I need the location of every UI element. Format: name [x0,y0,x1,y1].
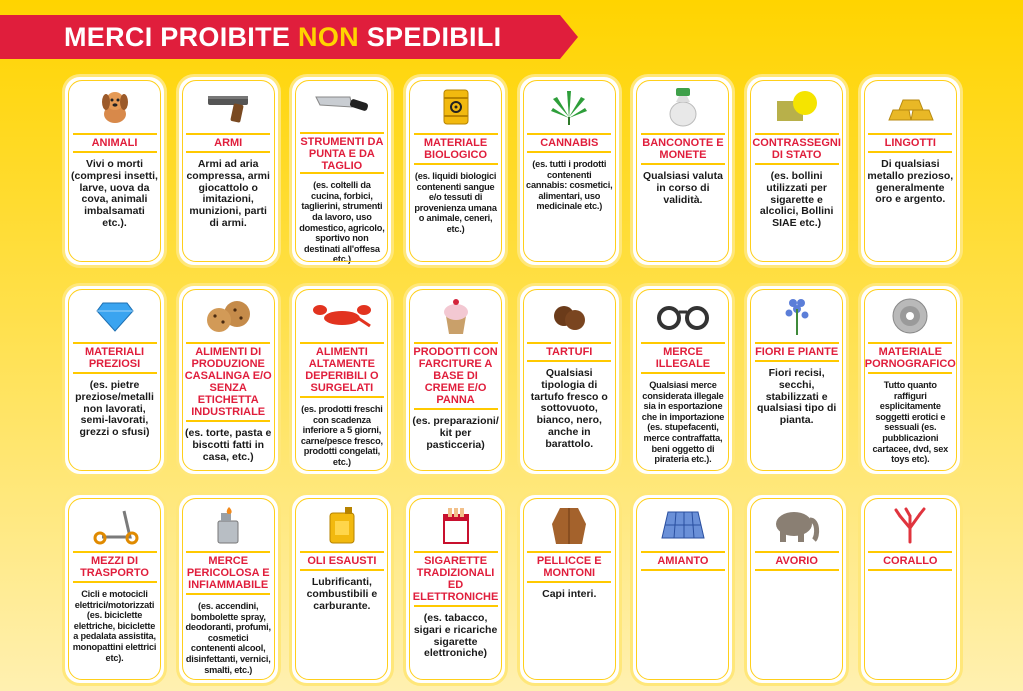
item-card [289,492,394,686]
item-description: Vivi o morti (compresi insetti, larve, uova da cova, animali imbalsamati etc.). [71,158,158,229]
divider [300,132,384,134]
item-description: (es. pietre preziose/metalli non lavorati, semi-lavorati, grezzi o sfusi) [75,379,154,439]
divider [414,133,498,135]
divider [755,133,839,135]
divider [755,551,839,553]
item-card [630,283,735,477]
divider [868,342,952,344]
item-description: Qualsiasi valuta in corso di validità. [642,170,723,206]
divider [73,581,157,583]
divider [300,569,384,571]
item-card [744,283,849,477]
item-card [403,74,508,268]
divider [527,360,611,362]
item-title: CANNABIS [540,137,599,149]
item-description: (es. accendini, bombolette spray, deodoranti, profumi, cosmetici contenenti alcool, disinfettanti, vernici, smalti, etc.) [185,601,271,675]
divider [414,408,498,410]
item-description: (es. torte, pasta e biscotti fatti in casa, etc.) [185,427,272,463]
flower-icon [767,294,827,338]
item-title: CORALLO [883,555,938,567]
divider [300,172,384,174]
item-title: AVORIO [775,555,818,567]
divider [527,342,611,344]
item-title: AMIANTO [657,555,709,567]
item-description: (es. bollini utilizzati per sigarette e alcolici, Bollini SIAE etc.) [759,170,834,230]
item-description: Qualsiasi merce considerata illegale sia in esportazione che in importazione (es. stupefacenti, merce contraffatta, beni oggetto di pirateria etc.). [641,380,725,465]
divider [73,151,157,153]
item-title: LINGOTTI [884,137,936,149]
item-description: Armi ad aria compressa, armi giocattolo o imitazioni, munizioni, parti di armi. [186,158,270,229]
divider [641,551,725,553]
scooter-icon [85,503,145,547]
divider [186,151,270,153]
item-title: PELLICCE E MONTONI [536,555,602,579]
item-title: ARMI [214,137,243,149]
item-title: OLI ESAUSTI [307,555,377,567]
item-description: (es. tabacco, sigari e ricariche sigarette elettroniche) [413,612,498,660]
item-card [403,492,508,686]
oil-can-icon [312,503,372,547]
divider [755,569,839,571]
item-description: Capi interi. [542,588,597,600]
divider [527,551,611,553]
item-card [630,74,735,268]
cigarettes-icon [426,503,486,547]
item-card [62,492,167,686]
item-card [744,492,849,686]
item-card [517,492,622,686]
item-card [176,492,281,686]
elephant-icon [767,503,827,547]
divider [641,163,725,165]
item-title: MERCE PERICOLOSA E INFIAMMABILE [186,555,270,591]
item-description: Fiori recisi, secchi, stabilizzati e qualsiasi tipo di pianta. [756,367,837,427]
item-description: (es. coltelli da cucina, forbici, taglierini, strumenti da lavoro, uso domestico, agricolo, sportivo non destinati all'offesa etc.) [299,180,385,265]
divider [186,420,270,422]
biohazard-barrel-icon [426,85,486,129]
item-title: BANCONOTE E MONETE [642,137,724,161]
divider [73,372,157,374]
divider [527,133,611,135]
item-description: Cicli e motocicli elettrici/motorizzati (es. biciclette elettriche, biciclette a pedalata assistita, monopattini elettrici etc). [72,589,157,663]
pistol-icon [198,85,258,129]
divider [414,342,498,344]
item-title: PRODOTTI CON FARCITURE A BASE DI CREME E/O PANNA [413,346,498,406]
gold-bars-icon [880,85,940,129]
divider [73,133,157,135]
item-title: MATERIALE BIOLOGICO [423,137,488,161]
divider [527,581,611,583]
item-title: ALIMENTI ALTAMENTE DEPERIBILI O SURGELATI [305,346,379,394]
divider [186,593,270,595]
divider [868,551,952,553]
item-description: (es. preparazioni/ kit per pasticceria) [412,415,499,451]
divider [868,372,952,374]
divider [755,342,839,344]
item-card [744,74,849,268]
item-description: (es. tutti i prodotti contenenti cannabis: cosmetici, alimentari, uso medicinale etc.) [526,159,613,212]
divider [868,569,952,571]
items-grid [62,74,964,686]
item-card [289,74,394,268]
divider [641,372,725,374]
divider [641,133,725,135]
divider [755,163,839,165]
divider [527,151,611,153]
truffle-icon [539,294,599,338]
divider [868,133,952,135]
item-description: (es. prodotti freschi con scadenza inferiore a 5 giorni, carne/pesce fresco, prodotti congelati, etc.) [300,404,383,467]
divider [186,342,270,344]
item-card [858,283,963,477]
item-card [62,283,167,477]
knife-icon [312,85,372,128]
item-card [630,492,735,686]
divider [755,360,839,362]
divider [186,133,270,135]
item-card [176,283,281,477]
item-title: MATERIALI PREZIOSI [84,346,145,370]
divider [73,342,157,344]
page-title: MERCI PROIBITE NON SPEDIBILI [64,21,502,52]
cannabis-leaf-icon [539,85,599,129]
item-title: ALIMENTI DI PRODUZIONE CASALINGA E/O SENZA ETICHETTA INDUSTRIALE [184,346,272,418]
divider [641,342,725,344]
item-description: Di qualsiasi metallo prezioso, generalmente oro e argento. [867,158,954,206]
item-card [858,74,963,268]
divider [414,163,498,165]
fur-coat-icon [539,503,599,547]
item-card [176,74,281,268]
divider [868,151,952,153]
divider [414,551,498,553]
lobster-icon [312,294,372,338]
stamp-seal-icon [767,85,827,129]
title-banner [0,15,560,59]
disc-icon [880,294,940,338]
item-title: MERCE ILLEGALE [655,346,711,370]
item-card [62,74,167,268]
item-card [289,283,394,477]
divider [300,396,384,398]
item-card [517,74,622,268]
item-description: Lubrificanti, combustibili e carburante. [306,576,378,612]
divider [300,551,384,553]
item-title: TARTUFI [546,346,593,358]
coral-icon [880,503,940,547]
item-title: ANIMALI [91,137,138,149]
item-description: Qualsiasi tipologia di tartufo fresco o sottovuoto, bianco, nero, anche in barattolo. [530,367,608,450]
item-card [403,283,508,477]
item-title: CONTRASSEGNI DI STATO [752,137,841,161]
handcuffs-icon [653,294,713,338]
roof-panel-icon [653,503,713,547]
dog-icon [85,85,145,129]
diamond-icon [85,294,145,338]
item-description: Tutto quanto raffiguri esplicitamente soggetti erotici e sessuali (es. pubblicazioni cartacee, dvd, sex toys etc). [872,380,949,465]
cookies-icon [198,294,258,338]
item-title: MATERIALE PORNOGRAFICO [864,346,956,370]
item-title: STRUMENTI DA PUNTA E DA TAGLIO [300,135,384,172]
money-bag-icon [653,85,713,129]
lighter-icon [198,503,258,547]
item-description: (es. liquidi biologici contenenti sangue e/o tessuti di provenienza umana o animale, ceneri, etc.) [414,171,497,234]
item-title: FIORI E PIANTE [755,346,839,358]
item-card [517,283,622,477]
item-title: SIGARETTE TRADIZIONALI ED ELETTRONICHE [412,555,499,603]
item-title: MEZZI DI TRASPORTO [80,555,149,579]
divider [414,605,498,607]
cupcake-icon [426,294,486,338]
divider [186,551,270,553]
divider [73,551,157,553]
divider [300,342,384,344]
item-card [858,492,963,686]
divider [641,569,725,571]
